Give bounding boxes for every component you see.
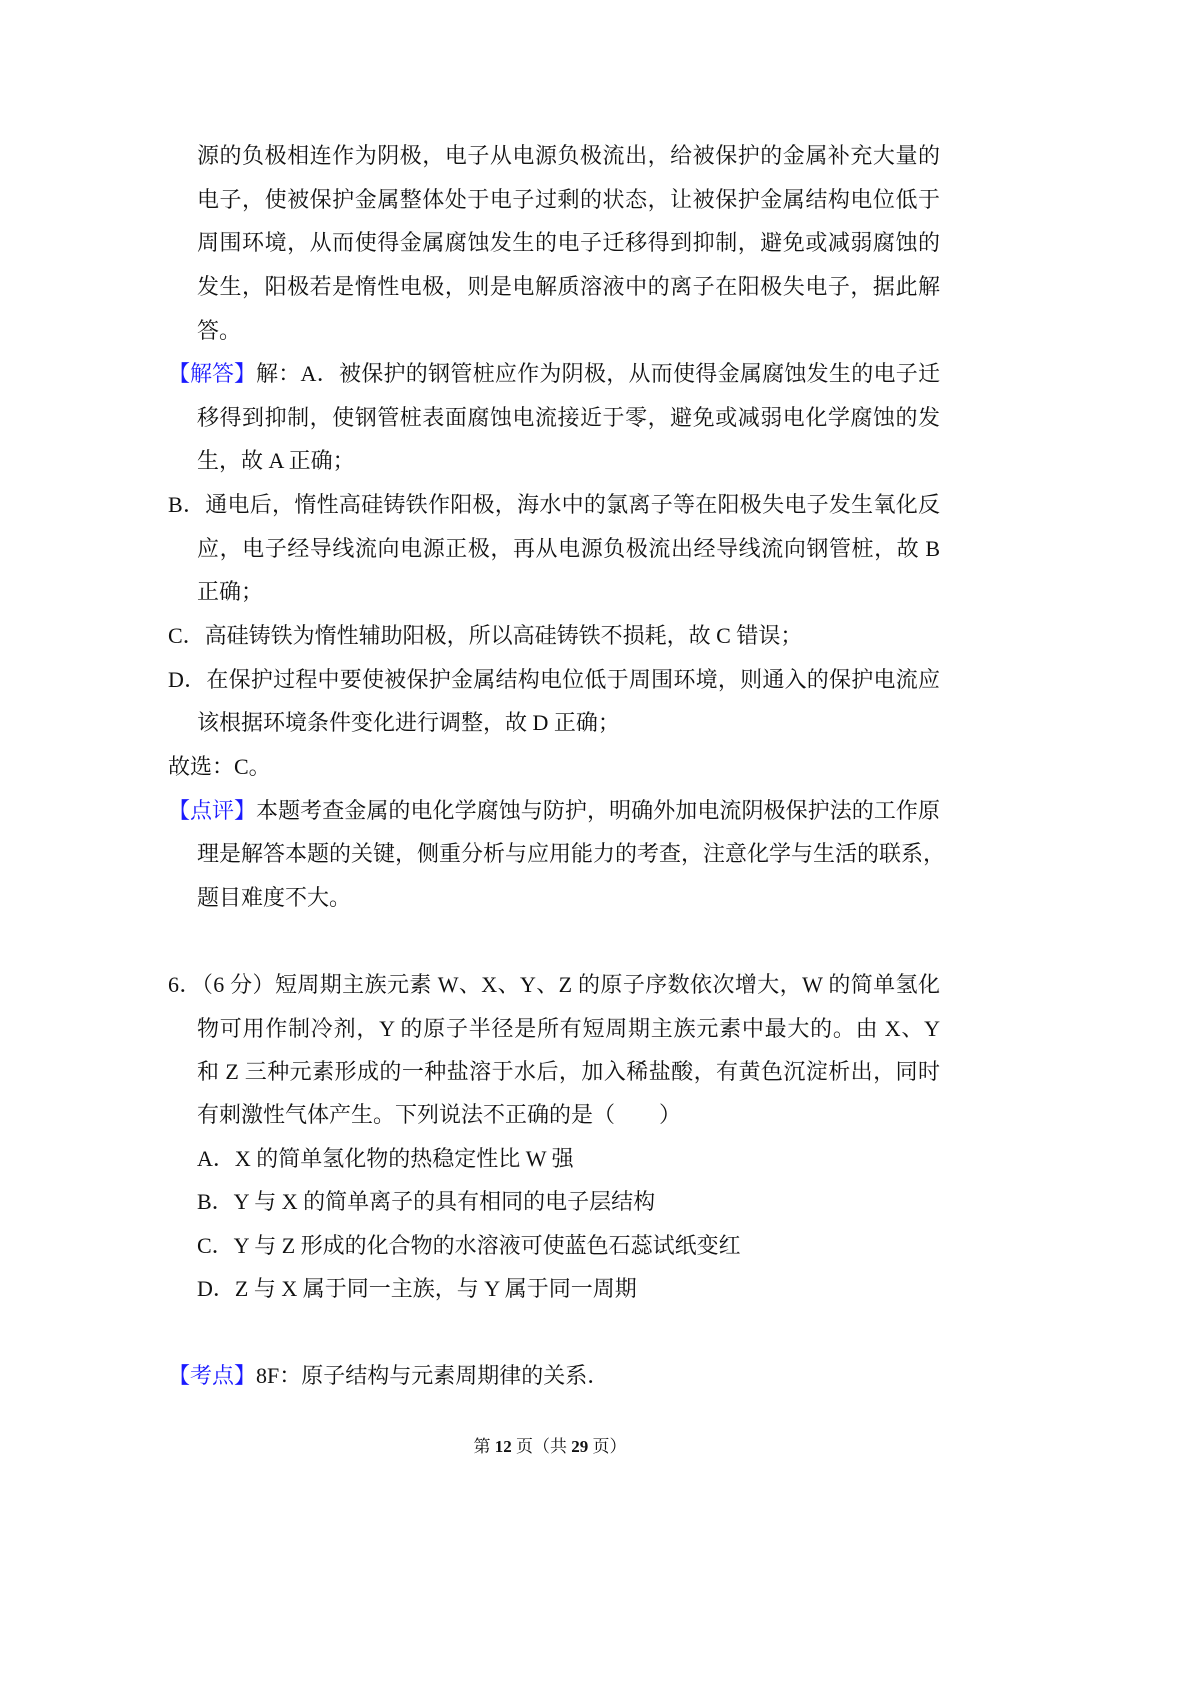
answer-b-line: 应，电子经导线流向电源正极，再从电源负极流出经导线流向钢管桩，故 B [197, 536, 940, 561]
page-total: 29 [571, 1437, 589, 1456]
review-first-line [168, 796, 940, 826]
answer-d-line: D．在保护过程中要使被保护金属结构电位低于周围环境，则通入的保护电流应 [168, 667, 940, 692]
review-line: 题目难度不大。 [197, 885, 352, 910]
analysis-line: 周围环境，从而使得金属腐蚀发生的电子迁移得到抑制，避免或减弱腐蚀的 [197, 230, 940, 255]
review-line: 本题考查金属的电化学腐蚀与防护，明确外加电流阴极保护法的工作原 [256, 798, 940, 823]
question-line: 和 Z 三种元素形成的一种盐溶于水后，加入稀盐酸，有黄色沉淀析出，同时 [197, 1059, 940, 1084]
analysis-line: 发生，阳极若是惰性电极，则是电解质溶液中的离子在阳极失电子，据此解 [197, 274, 940, 299]
answer-b-line: B．通电后，惰性高硅铸铁作阳极，海水中的氯离子等在阳极失电子发生氧化反 [168, 492, 940, 517]
answer-d-line: 该根据环境条件变化进行调整，故 D 正确； [197, 710, 620, 735]
footer-text: 第 [473, 1437, 491, 1456]
kaodian-text: 8F：原子结构与元素周期律的关系． [256, 1363, 610, 1388]
answer-tag: 【解答】 [168, 361, 257, 386]
review-tag: 【点评】 [168, 798, 257, 823]
question-line: 6．（6 分）短周期主族元素 W、X、Y、Z 的原子序数依次增大，W 的简单氢化 [168, 972, 940, 997]
page-number: 12 [494, 1437, 512, 1456]
analysis-line: 源的负极相连作为阴极，电子从电源负极流出，给被保护的金属补充大量的 [197, 143, 940, 168]
kaodian-tag: 【考点】 [168, 1363, 257, 1388]
option-b: B．Y 与 X 的简单离子的具有相同的电子层结构 [197, 1189, 656, 1214]
analysis-line: 电子，使被保护金属整体处于电子过剩的状态，让被保护金属结构电位低于 [197, 187, 940, 212]
question-line: 有刺激性气体产生。下列说法不正确的是（ ） [197, 1102, 682, 1127]
kaodian-line [168, 1361, 940, 1391]
answer-line: 移得到抑制，使钢管桩表面腐蚀电流接近于零，避免或减弱电化学腐蚀的发 [197, 405, 940, 430]
question-line: 物可用作制冷剂，Y 的原子半径是所有短周期主族元素中最大的。由 X、Y [197, 1016, 940, 1041]
footer-text: 页（共 [516, 1437, 567, 1456]
answer-b-line: 正确； [197, 579, 264, 604]
option-c: C．Y 与 Z 形成的化合物的水溶液可使蓝色石蕊试纸变红 [197, 1233, 741, 1258]
answer-c-line: C．高硅铸铁为惰性辅助阳极，所以高硅铸铁不损耗，故 C 错误； [168, 623, 803, 648]
answer-choice: 故选：C。 [168, 754, 271, 779]
analysis-line: 答。 [197, 318, 242, 343]
answer-line: 生，故 A 正确； [197, 448, 355, 473]
option-a: A．X 的简单氢化物的热稳定性比 W 强 [197, 1146, 574, 1171]
footer-text: 页） [592, 1437, 627, 1456]
option-d: D．Z 与 X 属于同一主族，与 Y 属于同一周期 [197, 1276, 637, 1301]
answer-line: 解：A．被保护的钢管桩应作为阴极，从而使得金属腐蚀发生的电子迁 [256, 361, 940, 386]
review-line: 理是解答本题的关键，侧重分析与应用能力的考查，注意化学与生活的联系， [197, 841, 946, 866]
answer-first-line [168, 359, 940, 389]
page-footer [0, 1432, 1100, 1457]
